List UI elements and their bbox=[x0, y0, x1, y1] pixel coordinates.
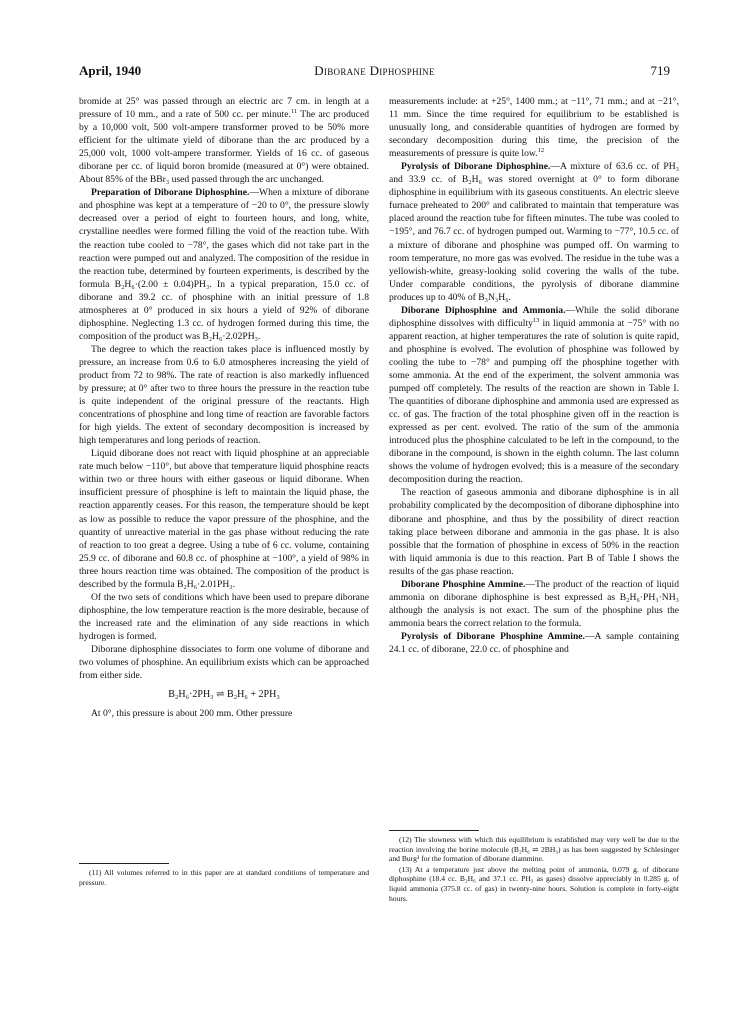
paragraph bbox=[389, 160, 679, 304]
paragraph: Diborane diphosphine dissociates to form one volume of diborane and two volumes of phosphine. An equilibrium exists which can be approached from either side. bbox=[79, 643, 369, 682]
text: —While the solid diborane diphosphine dissolves with difficulty bbox=[389, 304, 679, 329]
text: measurements include: at +25°, 1400 mm.; at −11°, 71 mm.; and at −21°, 11 mm. Since the time required for equilibrium to be established is unusually long, and considerable quantities of hydrogen are formed by secondary decomposition during this time, the precision of the measurements of pressure is quite low. bbox=[389, 96, 679, 160]
paragraph: At 0°, this pressure is about 200 mm. Other pressure bbox=[91, 708, 293, 720]
equation: B₂H₆·2PH₃ ⇌ B₂H₆ + 2PH₃ bbox=[168, 689, 280, 701]
paragraph: The reaction of gaseous ammonia and diborane diphosphine is in all probability complicated by the decomposition of diborane diphosphine into diborane and phosphine, and thus by the possibility of direct reaction taking place between diborane and ammonia in the gas phase. It is also possible that the formation of phosphine in excess of 50% in the reaction with liquid ammonia is due to this reaction. Part B of Table I shows the results of the gas phase reaction. bbox=[389, 487, 679, 577]
footnotes bbox=[389, 822, 679, 904]
section-heading: Diborane Diphosphine and Ammonia. bbox=[401, 304, 566, 316]
section-heading: Pyrolysis of Diborane Diphosphine. bbox=[401, 161, 551, 173]
section-heading: Diborane Phosphine Ammine. bbox=[401, 578, 526, 590]
paragraph bbox=[389, 630, 679, 656]
right-column bbox=[389, 95, 679, 903]
paragraph bbox=[79, 186, 369, 343]
running-title: Diborane Diphosphine bbox=[314, 63, 435, 78]
footnote-ref: 12 bbox=[537, 147, 545, 154]
section-heading: Preparation of Diborane Diphosphine. bbox=[91, 187, 250, 199]
footnote-rule bbox=[389, 830, 479, 831]
section-heading: Pyrolysis of Diborane Phosphine Ammine. bbox=[401, 630, 585, 642]
text: —A mixture of 63.6 cc. of PH₃ and 33.9 cc. of B₂H₆ was stored overnight at 0° to form diborane diphosphine in equilibrium with its gaseous constituents. An electric sleeve furnace preheated to 200° and calibrated to maintain that temperature was placed around the reaction tube for fifteen minutes. The tube was cooled to −195°, and 76.7 cc. of hydrogen pumped out. Warming to −77°, 10.5 cc. of a mixture of diborane and phosphine was pumped off. On warming to room temperature, no more gas was evolved. The residue in the tube was a yellowish-white, greasy-looking solid covering the walls of the tube. Under comparable conditions, the pyrolysis of diborane diammine produces up to 40% of B₃N₃H₆. bbox=[389, 161, 679, 303]
paragraph: The degree to which the reaction takes place is influenced mostly by pressure, an increase from 0.6 to 6.0 atmospheres increasing the yield of product from 72 to 98%. The rate of reaction is also markedly influenced by pressure; at 0° after two to three hours the pressure in the reaction tube is quite independent of the original pressure of the reactants. High concentrations of phosphine and long time of reaction are favorable factors for high yields. The extent of secondary decomposition is increased by high temperatures and long periods of reaction. bbox=[79, 343, 369, 447]
header-date: April, 1940 bbox=[79, 63, 142, 78]
text: The arc produced by a 10,000 volt, 500 volt-ampere transformer proved to be 50% more efficient for the ultimate yield of diborane than the arc produced by a 25,000 volt, 1000 volt-ampere transformer. Yields of 16 cc. of gaseous diborane per cc. of liquid boron bromide (measured at 0°) were obtained. About 85% of the BBr₃ used passed through the arc unchanged. bbox=[79, 109, 369, 186]
page-header bbox=[79, 63, 670, 81]
page-number: 719 bbox=[650, 63, 670, 78]
paragraph: Of the two sets of conditions which have been used to prepare diborane diphosphine, the low temperature reaction is the more desirable, because of the increased rate and the elimination of any side reactions in which hydrogen is formed. bbox=[79, 591, 369, 642]
footnote-ref: 11 bbox=[290, 107, 298, 115]
paragraph bbox=[389, 95, 679, 160]
paragraph bbox=[79, 95, 369, 186]
text: —When a mixture of diborane and phosphine was kept at a temperature of −20 to 0°, the pressure slowly decreased over a period of eight to fourteen hours, and long, white, crystalline needles were formed filling the void of the reaction tube. With the reaction tube cooled to −78°, the gases which did not take part in the reaction were pumped out and analyzed. The composition of the residue in the reaction tube, determined by fourteen experiments, is described by the formula B₂H₆·(2.00 ± 0.04)PH₃. In a typical preparation, 15.0 cc. of diborane and 39.2 cc. of phosphine with an initial pressure of 1.8 atmospheres at 0° produced in six hours a yield of 92% of diborane diphosphine. Neglecting 1.3 cc. of hydrogen formed during this time, the composition of the product was B₂H₆·2.02PH₃. bbox=[79, 187, 369, 342]
paragraph: Liquid diborane does not react with liquid phosphine at an appreciable rate much below −110°, but above that temperature liquid phosphine reacts within two or three hours with either gaseous or liquid diborane. When insufficient pressure of phosphine is left to maintain the liquid phase, the reaction apparently ceases. For this reason, the temperature should be kept as low as possible to reduce the vapor pressure of the phosphine, and the quantity of unreactive material in the gas phase without reducing the rate of reaction to too great a degree. Using a tube of 6 cc. volume, containing 25.9 cc. of diborane and 60.8 cc. of phosphine at −100°, a yield of 98% in three hours reaction time was obtained. The composition of the product is described by the formula B₂H₆·2.01PH₃. bbox=[79, 448, 369, 590]
text: —The product of the reaction of liquid ammonia on diborane diphosphine is best expressed as B₂H₆·PH₃·NH₃ although the analysis is not exact. The sum of the phosphine plus the ammonia bears the correct relation to the formula. bbox=[389, 578, 679, 629]
footnote: (13) At a temperature just above the melting point of ammonia, 0.079 g. of diborane diphosphine (18.4 cc. B₂H₆ and 37.1 cc. PH₃ as gases) dissolve appreciably in 0.285 g. of liquid ammonia (375.8 cc. of gas) in twenty-nine hours. Solution is complete in forty-eight hours. bbox=[389, 864, 679, 903]
footnote: (11) All volumes referred to in this paper are at standard conditions of temperature and pressure. bbox=[79, 868, 369, 887]
footnote: (12) The slowness with which this equilibrium is established may very well be due to the reaction involving the borine molecule (B₂H₆ ⇌ 2BH₃) as has been suggested by Schlesinger and Burg³ for the formation of diborane diammine. bbox=[389, 835, 679, 864]
footnote-ref: 13 bbox=[532, 316, 540, 324]
paragraph bbox=[389, 578, 679, 630]
footnotes bbox=[79, 855, 369, 888]
text: in liquid ammonia at −75° with no apparent reaction, at higher temperatures the rate of solution is quite rapid, and phosphine is evolved. The evolution of phosphine was followed by cooling the tube to −78° and pumping off the phosphine together with some ammonia. At the end of the experiment, the solvent ammonia was pumped off completely. The results of the reaction are shown in Table I. The quantities of diborane diphosphine and ammonia used are expressed as cc. of gas. The fraction of the total phosphine given off in the reaction is expressed as per cent. evolved. The ratio of the sum of the ammonia introduced plus the phosphine calculated to be left in the compound, to the diborane in the compound, is shown in the eighth column. The last column shows the volume of hydrogen evolved; this is a measure of the secondary decomposition during the reaction. bbox=[389, 317, 679, 486]
left-column bbox=[79, 95, 369, 887]
text: bromide at 25° was passed through an electric arc 7 cm. in length at a pressure of 10 mm., and a rate of 500 cc. per minute. bbox=[79, 96, 369, 121]
paragraph bbox=[389, 304, 679, 487]
text: —A sample containing 24.1 cc. of diborane, 22.0 cc. of phosphine and bbox=[389, 630, 679, 655]
footnote-rule bbox=[79, 863, 169, 864]
